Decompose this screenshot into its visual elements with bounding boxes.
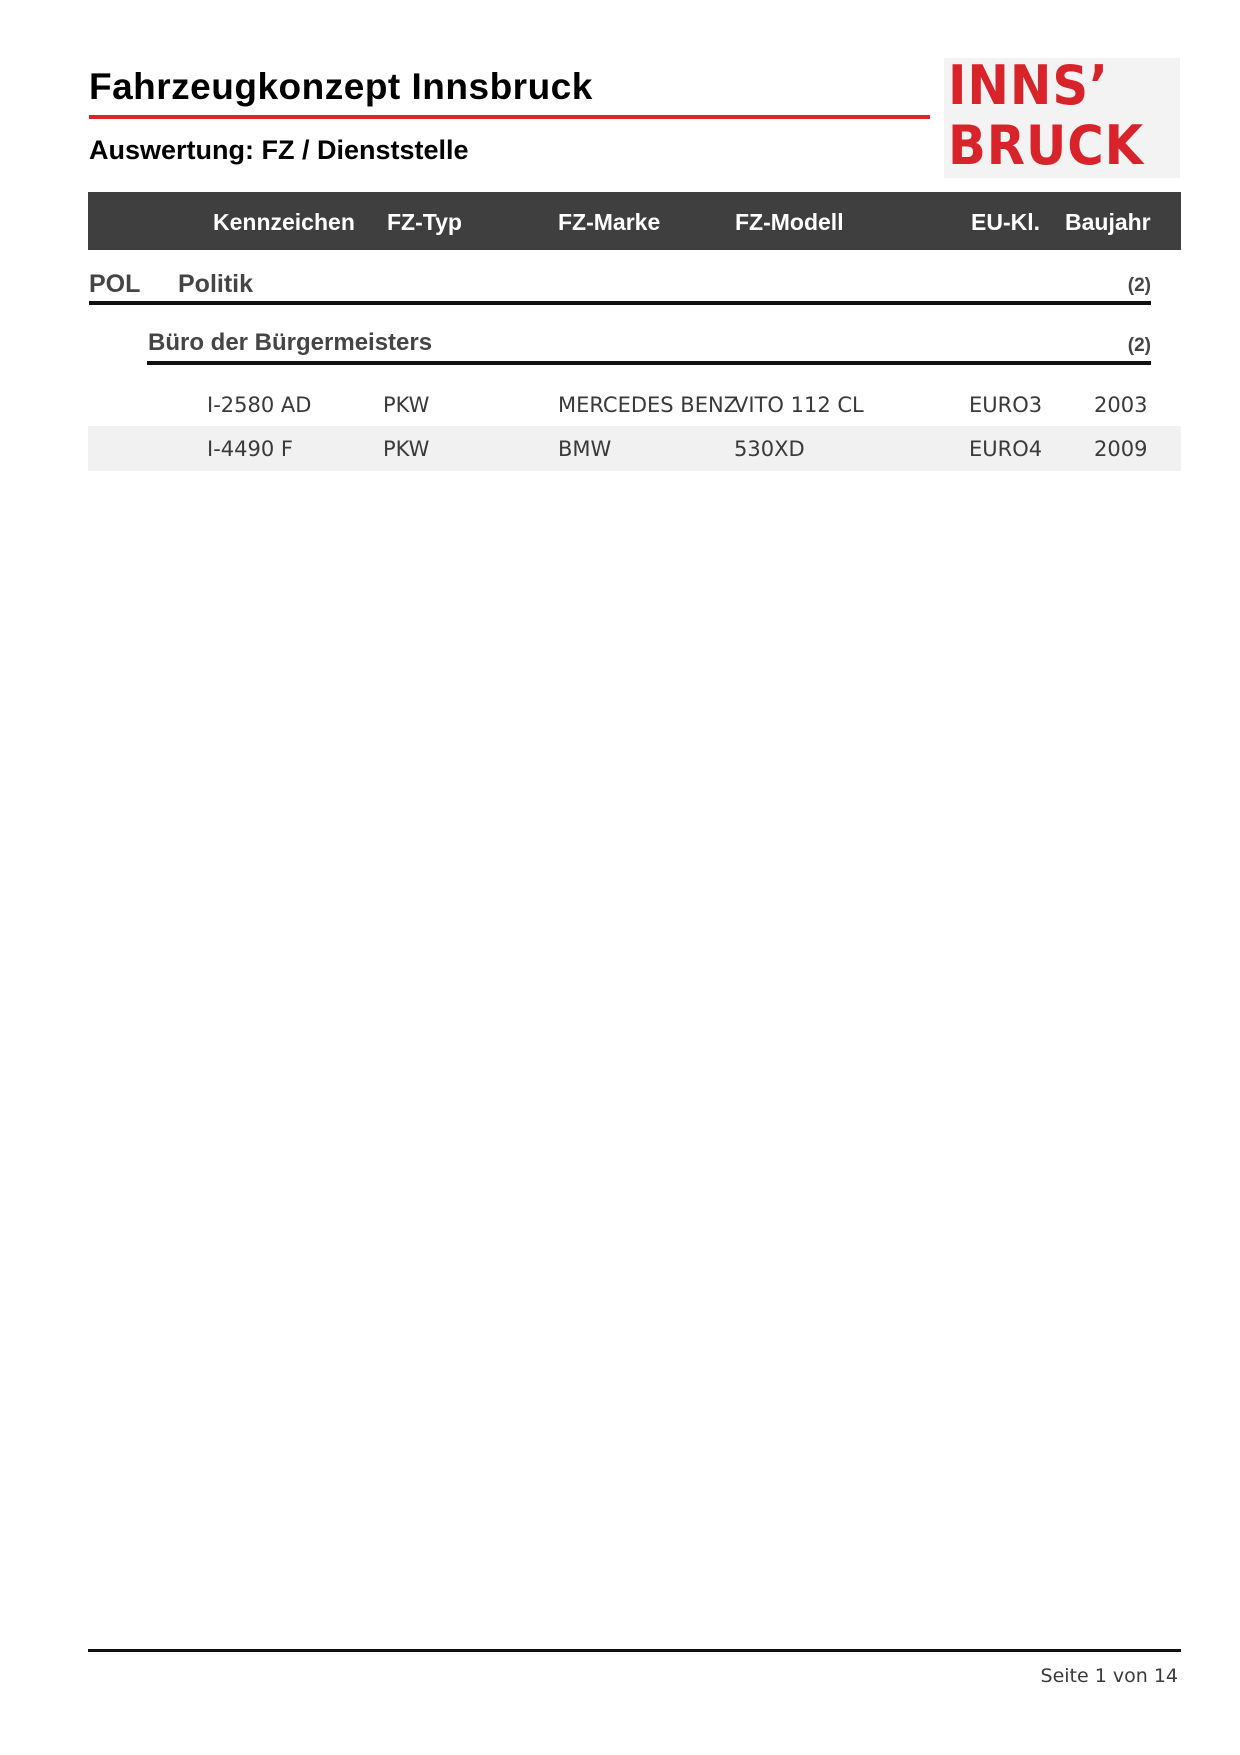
group-divider (89, 301, 1151, 305)
cell-kennzeichen: I-2580 AD (207, 393, 312, 417)
subgroup-name: Büro der Bürgermeisters (148, 329, 433, 356)
logo-line-2: BRUCK (948, 114, 1145, 177)
cell-eu-klasse: EURO4 (969, 437, 1043, 461)
page-subtitle: Auswertung: FZ / Dienststelle (89, 135, 469, 165)
cell-kennzeichen: I-4490 F (207, 437, 293, 461)
column-header-eu-klasse: EU-Kl. (971, 209, 1040, 235)
table-row (88, 382, 1181, 427)
cell-fz-marke: BMW (558, 437, 612, 461)
cell-fz-typ: PKW (383, 393, 430, 417)
group-code: POL (89, 270, 141, 298)
column-header-fz-marke: FZ-Marke (558, 209, 661, 235)
logo-line-1: INNS’ (948, 54, 1109, 117)
column-header-baujahr: Baujahr (1065, 209, 1151, 235)
column-header-kennzeichen: Kennzeichen (213, 209, 355, 235)
table-row (88, 426, 1181, 471)
page-number: Seite 1 von 14 (1040, 1665, 1178, 1687)
group-name: Politik (178, 270, 254, 298)
subgroup-count: (2) (1127, 335, 1151, 356)
cell-fz-marke: MERCEDES BENZ (558, 393, 739, 417)
cell-baujahr: 2003 (1094, 393, 1148, 417)
title-underline (89, 115, 930, 119)
cell-fz-modell: 530XD (734, 437, 805, 461)
column-header-fz-modell: FZ-Modell (735, 209, 844, 235)
cell-eu-klasse: EURO3 (969, 393, 1043, 417)
cell-fz-typ: PKW (383, 437, 430, 461)
group-count: (2) (1127, 275, 1151, 296)
table-header (88, 192, 1181, 250)
subgroup-divider (147, 361, 1151, 365)
cell-baujahr: 2009 (1094, 437, 1148, 461)
column-header-fz-typ: FZ-Typ (387, 209, 462, 235)
page-title: Fahrzeugkonzept Innsbruck (89, 66, 593, 107)
footer-divider (88, 1649, 1181, 1652)
innsbruck-logo (944, 54, 1180, 178)
cell-fz-modell: VITO 112 CL (734, 393, 864, 417)
